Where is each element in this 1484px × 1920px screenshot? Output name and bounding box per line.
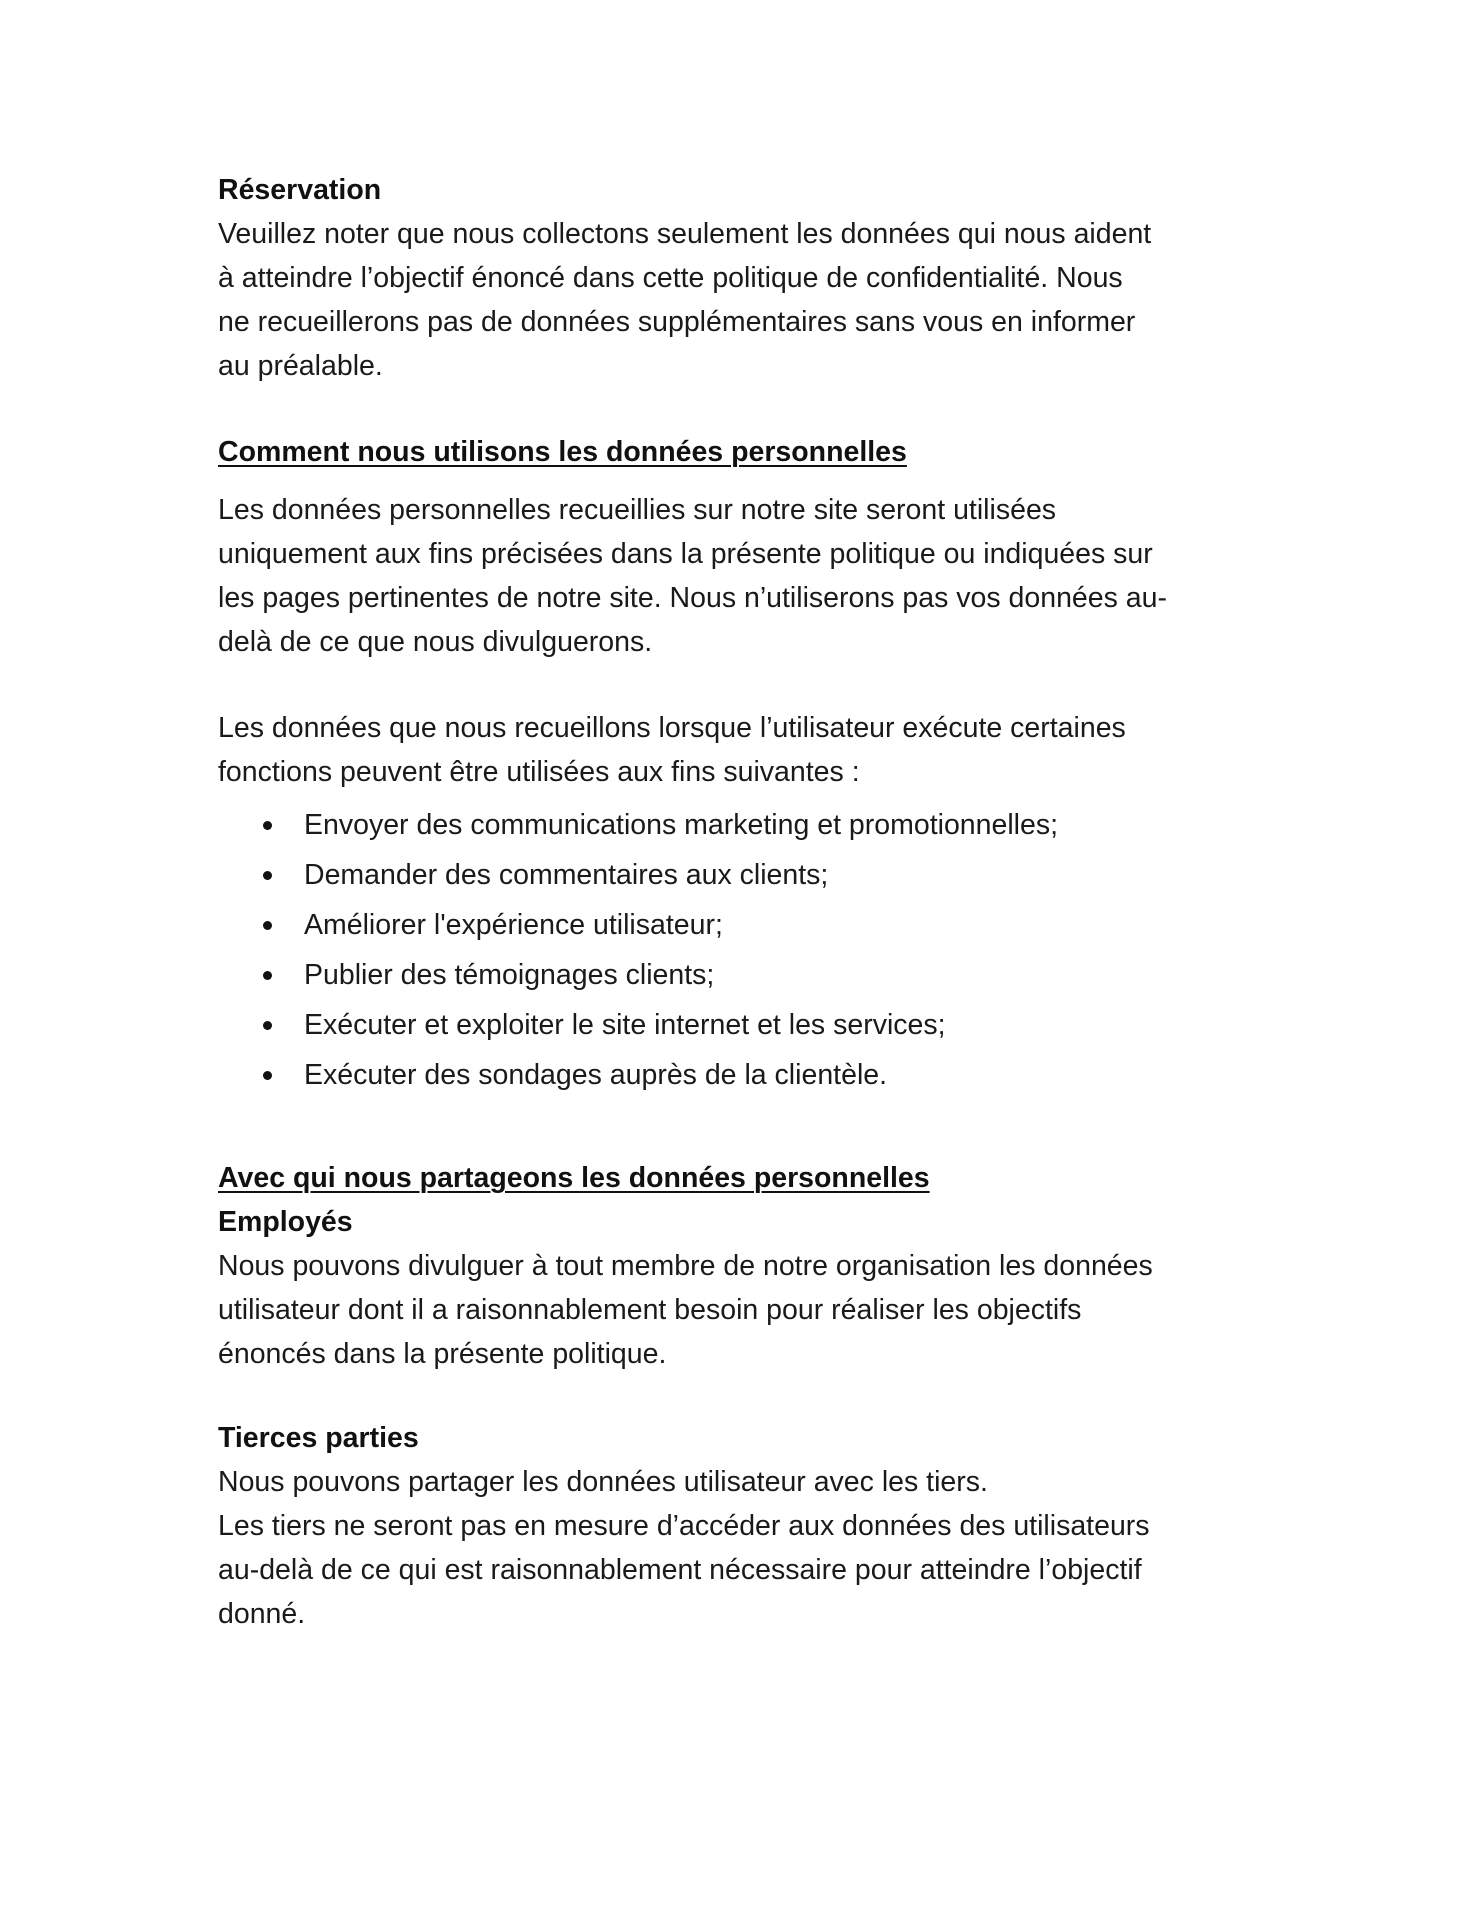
section-reservation bbox=[218, 168, 1268, 388]
reservation-line: à atteindre l’objectif énoncé dans cette politique de confidentialité. Nous bbox=[218, 262, 1123, 294]
list-item bbox=[218, 800, 1268, 850]
bullet-icon bbox=[263, 821, 272, 830]
list-item-text: Améliorer l'expérience utilisateur; bbox=[304, 909, 723, 941]
list-item bbox=[218, 900, 1268, 950]
heading-sharing: Avec qui nous partageons les données personnelles bbox=[218, 1162, 930, 1194]
reservation-line: au préalable. bbox=[218, 350, 383, 382]
usage-bullet-list bbox=[218, 800, 1268, 1100]
bullet-icon bbox=[263, 871, 272, 880]
employees-line: Nous pouvons divulguer à tout membre de notre organisation les données bbox=[218, 1250, 1153, 1282]
list-item bbox=[218, 1050, 1268, 1100]
usage-para1-line: Les données personnelles recueillies sur notre site seront utilisées bbox=[218, 494, 1057, 526]
reservation-line: ne recueillerons pas de données supplémentaires sans vous en informer bbox=[218, 306, 1136, 338]
document-page bbox=[218, 168, 1268, 1636]
usage-para1-line: delà de ce que nous divulguerons. bbox=[218, 626, 653, 658]
section-usage bbox=[218, 430, 1268, 1100]
list-item bbox=[218, 950, 1268, 1000]
list-item-text: Envoyer des communications marketing et promotionnelles; bbox=[304, 809, 1059, 841]
heading-reservation: Réservation bbox=[218, 174, 382, 206]
third-parties-line: au-delà de ce qui est raisonnablement nécessaire pour atteindre l’objectif bbox=[218, 1554, 1142, 1586]
list-item-text: Exécuter des sondages auprès de la clientèle. bbox=[304, 1059, 888, 1091]
list-item-text: Exécuter et exploiter le site internet et les services; bbox=[304, 1009, 946, 1041]
bullet-icon bbox=[263, 971, 272, 980]
heading-employees: Employés bbox=[218, 1206, 353, 1238]
bullet-icon bbox=[263, 1071, 272, 1080]
list-item bbox=[218, 850, 1268, 900]
employees-line: utilisateur dont il a raisonnablement besoin pour réaliser les objectifs bbox=[218, 1294, 1082, 1326]
reservation-line: Veuillez noter que nous collectons seulement les données qui nous aident bbox=[218, 218, 1152, 250]
list-item-text: Publier des témoignages clients; bbox=[304, 959, 715, 991]
bullet-icon bbox=[263, 921, 272, 930]
heading-usage: Comment nous utilisons les données personnelles bbox=[218, 436, 907, 468]
third-parties-line: Nous pouvons partager les données utilisateur avec les tiers. bbox=[218, 1466, 988, 1498]
usage-para1-line: les pages pertinentes de notre site. Nous n’utiliserons pas vos données au- bbox=[218, 582, 1167, 614]
usage-para2-line: Les données que nous recueillons lorsque l’utilisateur exécute certaines bbox=[218, 712, 1126, 744]
third-parties-line: Les tiers ne seront pas en mesure d’accéder aux données des utilisateurs bbox=[218, 1510, 1150, 1542]
section-sharing bbox=[218, 1156, 1268, 1636]
list-item-text: Demander des commentaires aux clients; bbox=[304, 859, 829, 891]
employees-line: énoncés dans la présente politique. bbox=[218, 1338, 667, 1370]
third-parties-line: donné. bbox=[218, 1598, 306, 1630]
heading-third-parties: Tierces parties bbox=[218, 1422, 419, 1454]
usage-para1-line: uniquement aux fins précisées dans la présente politique ou indiquées sur bbox=[218, 538, 1153, 570]
list-item bbox=[218, 1000, 1268, 1050]
usage-para2-line: fonctions peuvent être utilisées aux fins suivantes : bbox=[218, 756, 860, 788]
bullet-icon bbox=[263, 1021, 272, 1030]
